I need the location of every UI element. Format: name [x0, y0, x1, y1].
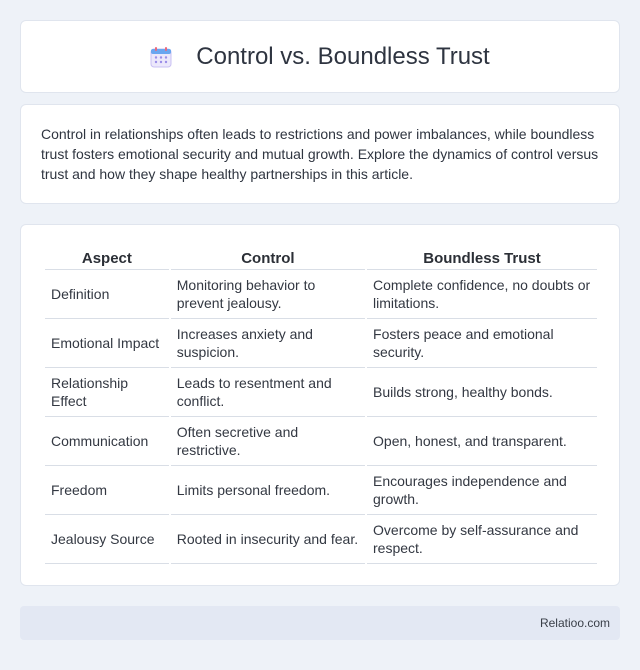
footer-brand[interactable]: Relatioo.com [539, 616, 610, 630]
cell-control: Increases anxiety and suspicion. [171, 319, 365, 368]
page-title: Control vs. Boundless Trust [196, 42, 490, 70]
intro-text: Control in relationships often leads to restrictions and power imbalances, while boundless trust fosters emotional security and mutual growth. Explore the dynamics of control versus trust and how they shape healthy partnerships in this article. [41, 126, 599, 182]
cell-trust: Open, honest, and transparent. [367, 417, 597, 466]
cell-aspect: Communication [45, 417, 169, 466]
calendar-icon [150, 46, 172, 68]
cell-aspect: Jealousy Source [45, 515, 169, 564]
table-row [45, 270, 597, 319]
cell-control: Monitoring behavior to prevent jealousy. [171, 270, 365, 319]
table-header-row [45, 247, 597, 270]
cell-control: Limits personal freedom. [171, 466, 365, 515]
header-control: Control [171, 247, 365, 270]
table-row [45, 466, 597, 515]
cell-control: Often secretive and restrictive. [171, 417, 365, 466]
table-row [45, 319, 597, 368]
table-row [45, 515, 597, 564]
comparison-table [43, 247, 599, 564]
header-boundless-trust: Boundless Trust [367, 247, 597, 270]
cell-trust: Fosters peace and emotional security. [367, 319, 597, 368]
cell-trust: Builds strong, healthy bonds. [367, 368, 597, 417]
cell-trust: Encourages independence and growth. [367, 466, 597, 515]
comparison-table-card [20, 224, 620, 586]
cell-aspect: Definition [45, 270, 169, 319]
cell-control: Leads to resentment and conflict. [171, 368, 365, 417]
footer [20, 606, 620, 640]
cell-trust: Complete confidence, no doubts or limitations. [367, 270, 597, 319]
cell-trust: Overcome by self-assurance and respect. [367, 515, 597, 564]
title-card [20, 20, 620, 93]
intro-card [20, 104, 620, 204]
cell-aspect: Freedom [45, 466, 169, 515]
header-aspect: Aspect [45, 247, 169, 270]
cell-control: Rooted in insecurity and fear. [171, 515, 365, 564]
table-row [45, 417, 597, 466]
table-row [45, 368, 597, 417]
cell-aspect: Emotional Impact [45, 319, 169, 368]
cell-aspect: Relationship Effect [45, 368, 169, 417]
